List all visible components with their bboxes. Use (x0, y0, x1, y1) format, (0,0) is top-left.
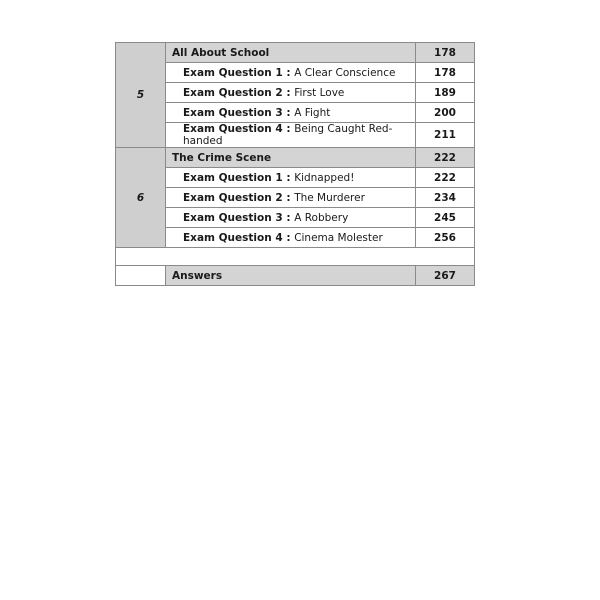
question-row (116, 168, 475, 188)
question-separator: : (282, 211, 295, 224)
question-page: 189 (416, 83, 475, 103)
spacer-cell (116, 248, 475, 266)
question-row (116, 103, 475, 123)
question-row (116, 208, 475, 228)
question-page: 245 (416, 208, 475, 228)
question-label: Exam Question 4 (183, 231, 283, 244)
chapter-number: 6 (116, 148, 166, 248)
answers-title: Answers (166, 266, 416, 286)
question-title: First Love (294, 86, 345, 99)
question-label: Exam Question 3 (183, 106, 283, 119)
answers-page: 267 (416, 266, 475, 286)
question-title: A Clear Conscience (294, 66, 396, 79)
question-label: Exam Question 1 (183, 171, 283, 184)
question-page: 178 (416, 63, 475, 83)
question-title: The Murderer (294, 191, 365, 204)
question-page: 211 (416, 123, 475, 148)
chapter-page: 222 (416, 148, 475, 168)
question-separator: : (282, 171, 295, 184)
question-page: 200 (416, 103, 475, 123)
spacer-row (116, 248, 475, 266)
question-page: 222 (416, 168, 475, 188)
chapter-row (116, 43, 475, 63)
question-row (116, 228, 475, 248)
question-separator: : (282, 66, 295, 79)
question-title: Kidnapped! (294, 171, 355, 184)
question-page: 256 (416, 228, 475, 248)
chapter-row (116, 148, 475, 168)
question-title: A Robbery (294, 211, 349, 224)
question-separator: : (282, 123, 295, 135)
chapter-title: All About School (166, 43, 416, 63)
question-separator: : (282, 231, 295, 244)
question-row (116, 63, 475, 83)
table-of-contents (115, 42, 475, 286)
question-label: Exam Question 4 (183, 123, 283, 135)
chapter-page: 178 (416, 43, 475, 63)
question-title: Being Caught Red-handed (183, 123, 393, 147)
question-label: Exam Question 1 (183, 66, 283, 79)
question-label: Exam Question 2 (183, 191, 283, 204)
question-separator: : (282, 106, 295, 119)
answers-empty-cell (116, 266, 166, 286)
chapter-title: The Crime Scene (166, 148, 416, 168)
question-separator: : (282, 191, 295, 204)
question-row (116, 188, 475, 208)
answers-row (116, 266, 475, 286)
question-row (116, 123, 475, 148)
question-page: 234 (416, 188, 475, 208)
question-label: Exam Question 2 (183, 86, 283, 99)
question-title: A Fight (294, 106, 331, 119)
question-title: Cinema Molester (294, 231, 383, 244)
question-separator: : (282, 86, 295, 99)
question-label: Exam Question 3 (183, 211, 283, 224)
chapter-number: 5 (116, 43, 166, 148)
question-row (116, 83, 475, 103)
